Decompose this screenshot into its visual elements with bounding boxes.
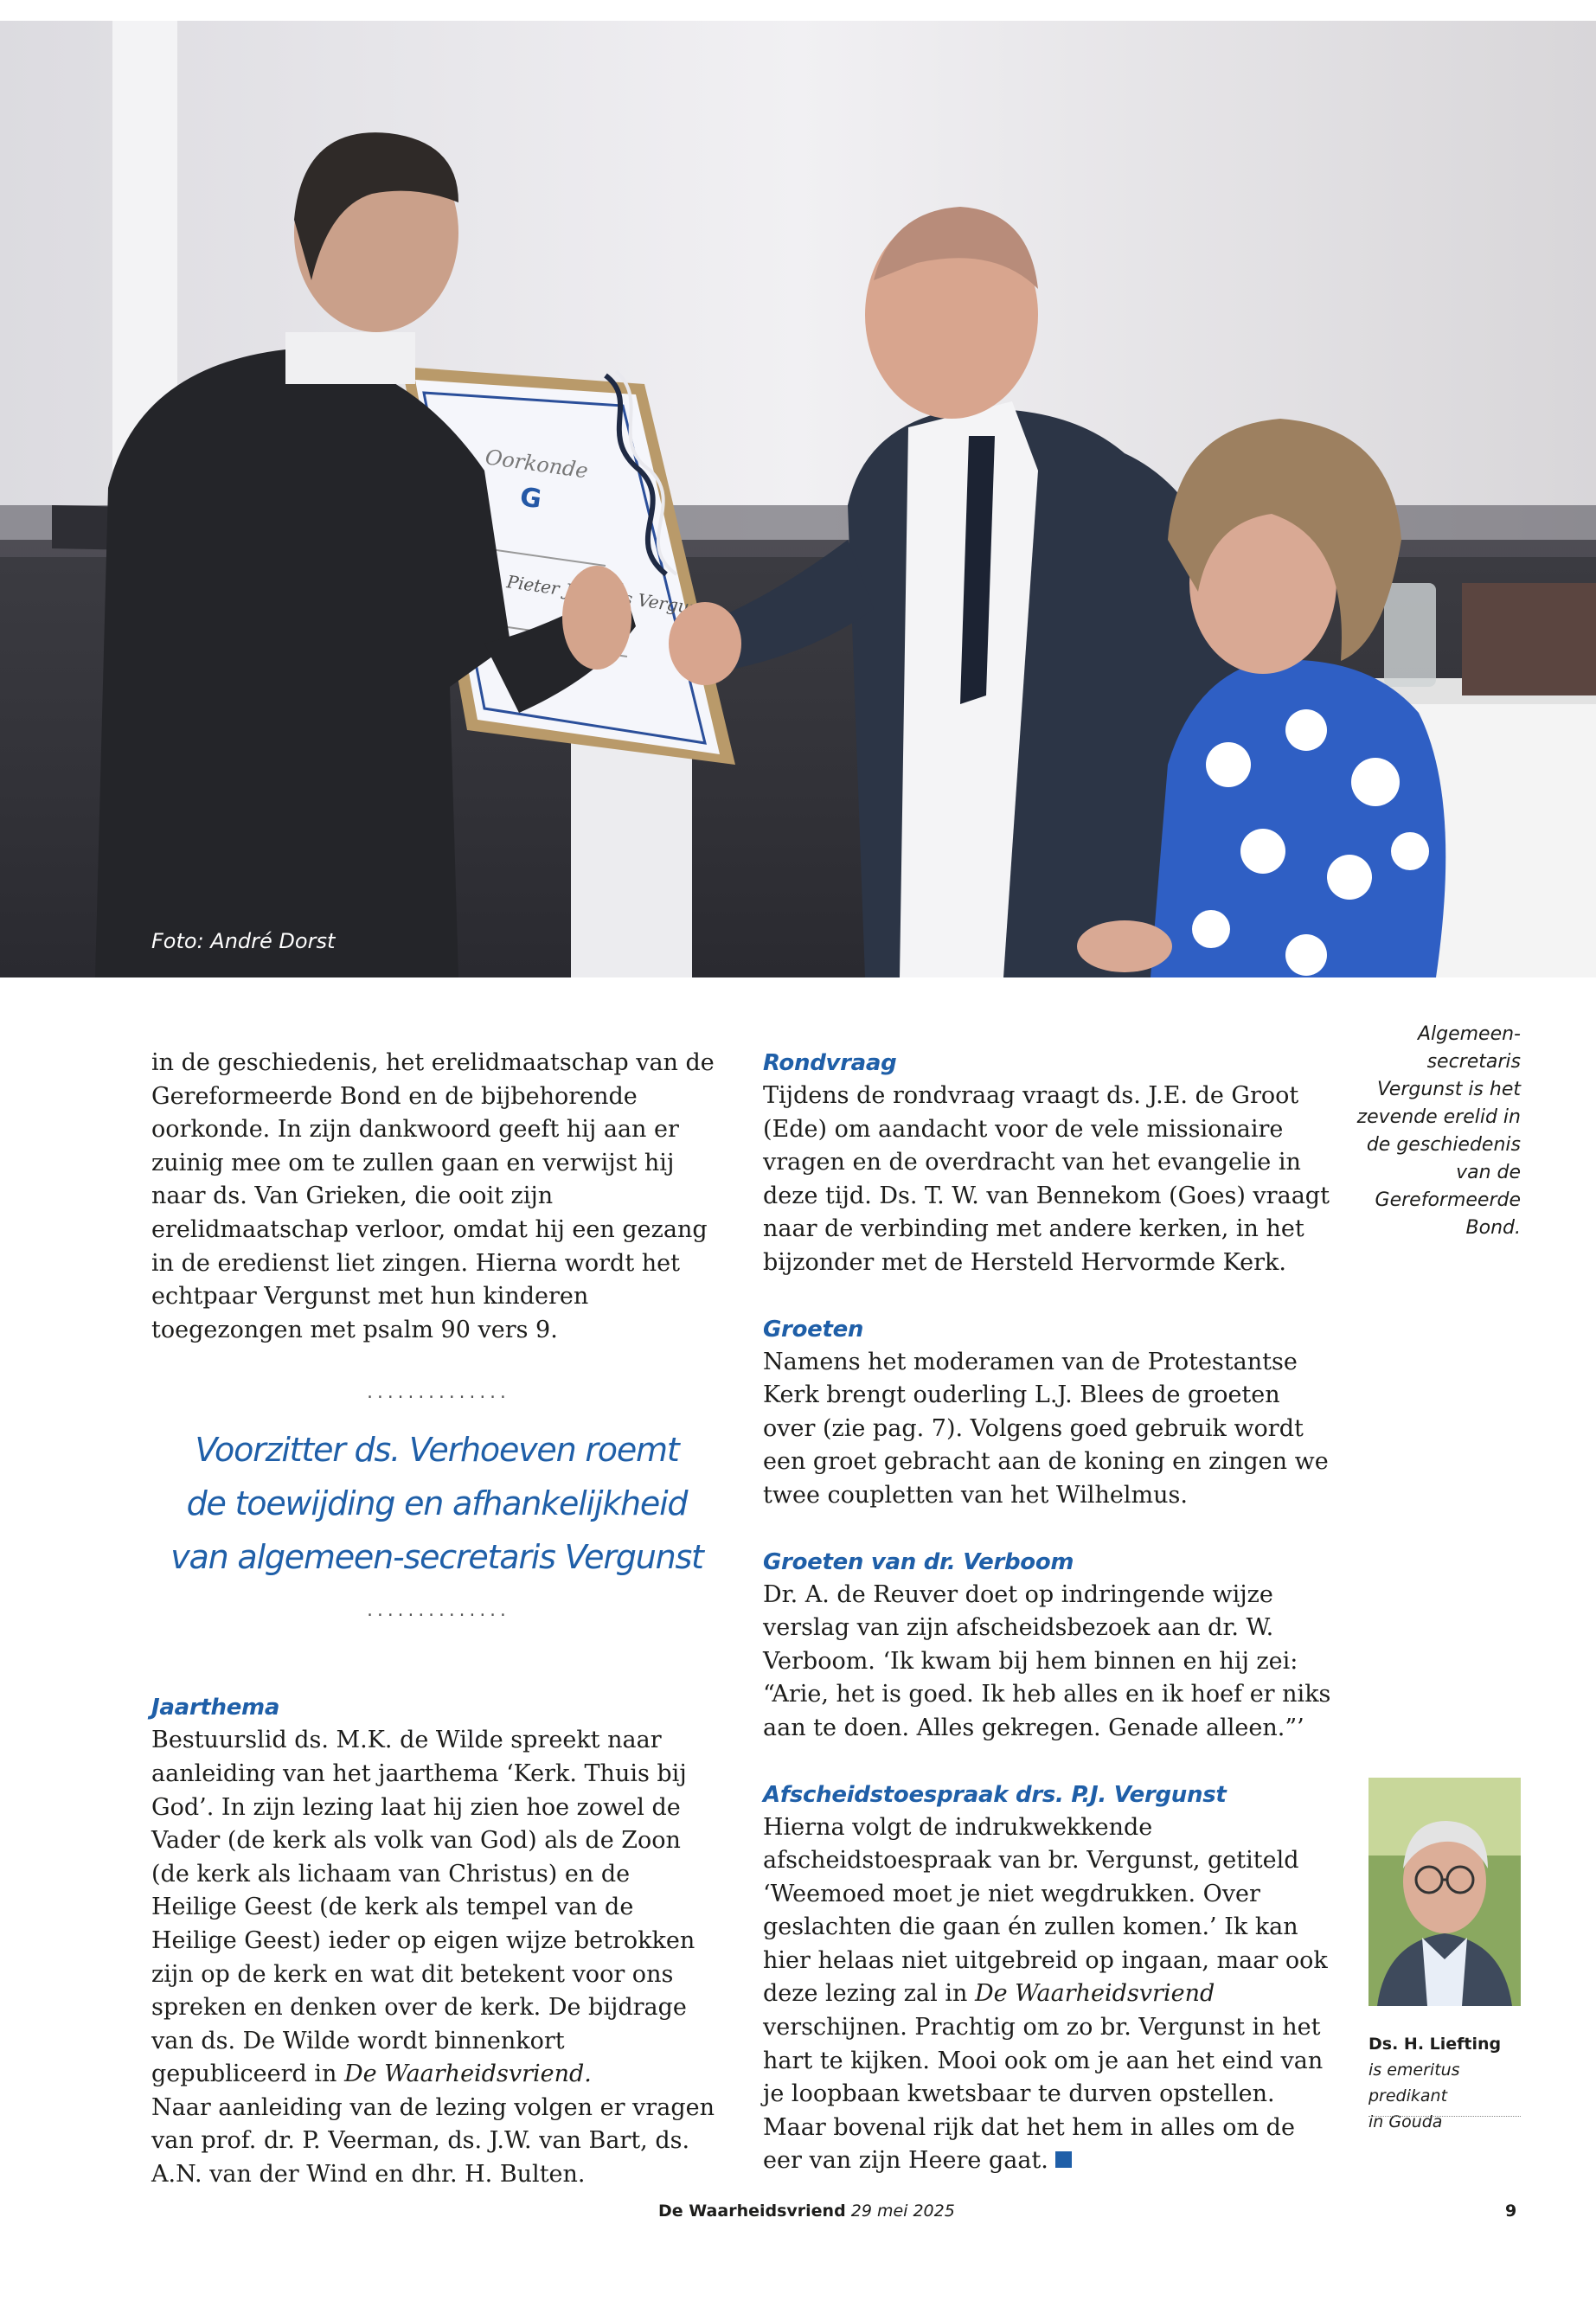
certificate-title: Oorkonde <box>484 445 590 484</box>
heading-rondvraag: Rondvraag <box>763 1050 897 1076</box>
author-info <box>1368 2031 1521 2135</box>
heading-afscheid: Afscheidstoespraak drs. P.J. Vergunst <box>763 1781 1227 1808</box>
section-rondvraag <box>763 1047 1334 1280</box>
afscheid-publication: De Waarheidsvriend <box>974 1980 1215 2008</box>
svg-text:G: G <box>517 482 544 516</box>
section-groeten-verboom <box>763 1546 1334 1746</box>
pullquote-dots-top: .............. <box>365 1384 509 1403</box>
column-left <box>151 1047 722 2192</box>
section-jaarthema <box>151 1691 722 2191</box>
heading-groeten: Groeten <box>763 1316 864 1343</box>
groeten-text: Namens het moderamen van de Protestantse Kerk brengt ouderling L.J. Blees de groeten over (zie pag. 7). Volgens goed gebruik wordt een groet gebracht aan de koning en zingen we twee coupletten van het Wilhelmus. <box>763 1348 1329 1509</box>
section-groeten <box>763 1313 1334 1513</box>
end-mark-icon <box>1055 2151 1072 2168</box>
author-photo <box>1368 1778 1521 2006</box>
page-number: 9 <box>1505 2202 1517 2221</box>
section-afscheid <box>763 1779 1334 2179</box>
column-middle <box>763 1047 1334 2211</box>
rondvraag-text: Tijdens de rondvraag vraagt ds. J.E. de Groot (Ede) om aandacht voor de vele missionaire vragen en de overdracht van het evangelie in deze tijd. Ds. T. W. van Bennekom (Goes) vraagt naar de verbinding met andere kerken, in het bijzonder met de Hersteld Hervormde Kerk. <box>763 1082 1330 1276</box>
afscheid-text-b: verschijnen. Prachtig om zo br. Vergunst in het hart te kijken. Mooi ook om je aan het eind van je loopbaan kwetsbaar te durven opstellen. Maar bovenal rijk dat het hem in alles om de eer van zijn Heere gaat. <box>763 2014 1324 2175</box>
side-caption: Algemeen-secretaris Vergunst is het zevende erelid in de geschiedenis van de Gereformeerde Bond. <box>1356 1023 1521 1239</box>
publication-title: De Waarheidsvriend. <box>343 2061 592 2088</box>
ceremony-illustration <box>0 21 1596 977</box>
author-portrait <box>1368 1778 1521 2006</box>
footer-magazine <box>658 2202 1004 2221</box>
author-role-line-1: is emeritus predikant <box>1368 2061 1460 2106</box>
author-role-line-2: in Gouda <box>1368 2112 1443 2131</box>
pullquote-line-1: Voorzitter ds. Verhoeven roemt <box>195 1431 679 1470</box>
pullquote <box>151 1423 722 1584</box>
pullquote-line-3: van algemeen-secretaris Vergunst <box>170 1538 703 1577</box>
pullquote-dots-bottom: .............. <box>365 1602 509 1621</box>
afscheid-text-a: Hierna volgt de indrukwekkende afscheidstoespraak van br. Vergunst, getiteld ‘Weemoed moet je niet wegdrukken. Over geslachten die gaan én zullen komen.’ Ik kan hier helaas niet uitgebreid op ingaan, maar ook deze lezing zal in <box>763 1813 1328 2008</box>
heading-jaarthema: Jaarthema <box>151 1695 280 1721</box>
intro-paragraph: in de geschiedenis, het erelidmaatschap van de Gereformeerde Bond en de bijbehorende oorkonde. In zijn dankwoord geeft hij aan er zuinig mee om te zullen gaan en verwijst hij naar ds. Van Grieken, die ooit zijn erelidmaatschap verloor, omdat hij een gezang in de eredienst liet zingen. Hierna wordt het echtpaar Vergunst met hun kinderen toegezongen met psalm 90 vers 9. <box>151 1049 715 1343</box>
jaarthema-paragraph <box>151 1724 722 2092</box>
author-divider <box>1368 2116 1521 2117</box>
jaarthema-questions: Naar aanleiding van de lezing volgen er vragen van prof. dr. P. Veerman, ds. J.W. van Bart, ds. A.N. van der Wind en dhr. H. Bulten. <box>151 2093 715 2189</box>
issue-date: 29 mei 2025 <box>850 2202 955 2221</box>
author-name: Ds. H. Liefting <box>1368 2035 1502 2054</box>
heading-groeten-verboom: Groeten van dr. Verboom <box>763 1548 1074 1575</box>
groeten-verboom-text: Dr. A. de Reuver doet op indringende wijze verslag van zijn afscheidsbezoek aan dr. W. Verboom. ‘Ik kwam bij hem binnen en hij zei: “Arie, het is goed. Ik heb alles en ik hoef er niks aan te doen. Alles gekregen. Genade alleen.”’ <box>763 1580 1331 1741</box>
certificate-name: Pieter Vergunst <box>505 571 718 621</box>
afscheid-paragraph <box>763 1811 1334 2179</box>
pullquote-line-2: de toewijding en afhankelijkheid <box>186 1484 688 1523</box>
jaarthema-text: Bestuurslid ds. M.K. de Wilde spreekt naar aanleiding van het jaarthema ‘Kerk. Thuis bij God’. In zijn lezing laat hij zien hoe zowel de Vader (de kerk als volk van God) als de Zoon (de kerk als lichaam van Christus) en de Heilige Geest (de kerk als tempel van de Heilige Geest) ieder op eigen wijze betrokken zijn op de kerk en wat dit betekent voor ons spreken en denken over de kerk. De bijdrage van ds. De Wilde wordt binnenkort gepubliceerd in <box>151 1727 695 2088</box>
photo-credit: Foto: André Dorst <box>151 929 336 953</box>
hero-photo <box>0 21 1596 977</box>
magazine-name: De Waarheidsvriend <box>658 2202 846 2221</box>
